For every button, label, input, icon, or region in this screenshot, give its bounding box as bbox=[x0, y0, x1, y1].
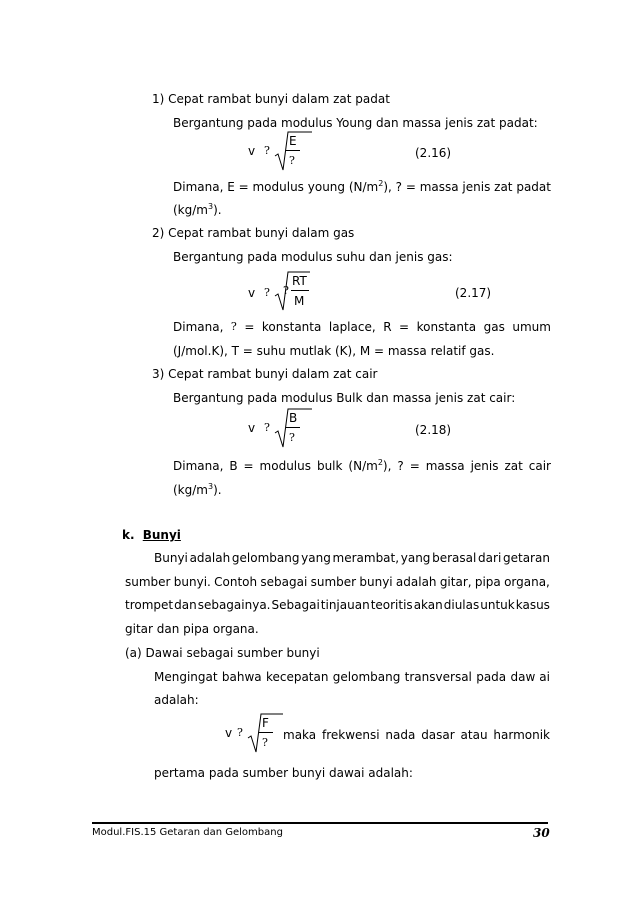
fraction-bar bbox=[286, 427, 300, 428]
formula-2-17 bbox=[248, 270, 328, 314]
item-3-where-line-2: $(kg/m^3)$. bbox=[173, 482, 222, 497]
formula-2-18 bbox=[248, 407, 308, 451]
item-3-where-line: Dimana, B = modulus bulk $(N/m^2)$, ? = massa jenis zat cair bbox=[173, 458, 551, 473]
formula-lhs: v bbox=[248, 286, 256, 300]
subsection-a-line-1: Mengingat bahwa kecepatan gelombang transversal pada daw ai bbox=[154, 670, 550, 684]
item-2-where-line: Dimana, ? = konstanta laplace, R = konstanta gas umum bbox=[173, 320, 551, 334]
equation-number-2-17: (2.17) bbox=[455, 286, 492, 300]
section-title: Bunyi bbox=[142, 528, 181, 542]
item-2-where-line-2: (J/mol.K), T = suhu mutlak (K), M = massa relatif gas. bbox=[173, 344, 495, 358]
fraction-numerator: RT bbox=[292, 274, 307, 288]
fraction-bar bbox=[286, 150, 300, 151]
final-line: pertama pada sumber bunyi dawai adalah: bbox=[154, 766, 413, 780]
section-label: k. bbox=[122, 528, 135, 542]
fraction-denominator: ? bbox=[289, 154, 295, 167]
fraction-numerator: B bbox=[289, 411, 298, 425]
section-heading bbox=[122, 528, 181, 542]
fraction-bar bbox=[291, 290, 309, 291]
item-1-description: Bergantung pada modulus Young dan massa jenis zat padat: bbox=[173, 116, 538, 130]
item-1-where-line: Dimana, E = modulus young $(N/m^2)$, ? = massa jenis zat padat bbox=[173, 179, 551, 194]
fraction-denominator: ? bbox=[262, 736, 268, 749]
formula-operator: ? bbox=[264, 421, 270, 434]
page-number: 30 bbox=[533, 826, 550, 840]
subsection-a-heading: (a) Dawai sebagai sumber bunyi bbox=[125, 646, 320, 660]
item-3-heading: 3) Cepat rambat bunyi dalam zat cair bbox=[152, 367, 378, 381]
formula-lhs: v bbox=[225, 726, 233, 740]
formula-string-velocity bbox=[225, 712, 285, 756]
formula-trailing-text: maka frekwensi nada dasar atau harmonik bbox=[283, 728, 550, 742]
item-1-heading: 1) Cepat rambat bunyi dalam zat padat bbox=[152, 92, 390, 106]
formula-operator: ? bbox=[237, 726, 243, 739]
paragraph-line-3: trompet dan sebagainya. Sebagai tinjauan teoritis akan diulas untuk kasus bbox=[125, 598, 550, 612]
footer-rule bbox=[92, 822, 548, 824]
item-3-description: Bergantung pada modulus Bulk dan massa jenis zat cair: bbox=[173, 391, 516, 405]
item-2-description: Bergantung pada modulus suhu dan jenis gas: bbox=[173, 250, 453, 264]
formula-operator: ? bbox=[264, 144, 270, 157]
fraction-numerator: F bbox=[262, 716, 269, 730]
fraction-bar bbox=[259, 732, 273, 733]
paragraph-line-4: gitar dan pipa organa. bbox=[125, 622, 259, 636]
footer-title: Modul.FIS.15 Getaran dan Gelombang bbox=[92, 827, 283, 838]
fraction-denominator: M bbox=[294, 294, 305, 308]
paragraph-line-2: sumber bunyi. Contoh sebagai sumber bunyi adalah gitar, pipa organa, bbox=[125, 575, 550, 589]
subsection-a-line-2: adalah: bbox=[154, 693, 199, 707]
equation-number-2-16: (2.16) bbox=[415, 146, 452, 160]
formula-lhs: v bbox=[248, 421, 256, 435]
formula-prefix: ? bbox=[283, 284, 289, 297]
item-2-heading: 2) Cepat rambat bunyi dalam gas bbox=[152, 226, 355, 240]
item-1-where-line-2: $(kg/m^3)$. bbox=[173, 202, 222, 217]
paragraph-line-1: Bunyi adalah gelombang yang merambat, yang berasal dari getaran bbox=[154, 551, 550, 565]
formula-lhs: v bbox=[248, 144, 256, 158]
fraction-numerator: E bbox=[289, 134, 297, 148]
formula-operator: ? bbox=[264, 286, 270, 299]
equation-number-2-18: (2.18) bbox=[415, 423, 452, 437]
fraction-denominator: ? bbox=[289, 431, 295, 444]
formula-2-16 bbox=[248, 130, 308, 174]
